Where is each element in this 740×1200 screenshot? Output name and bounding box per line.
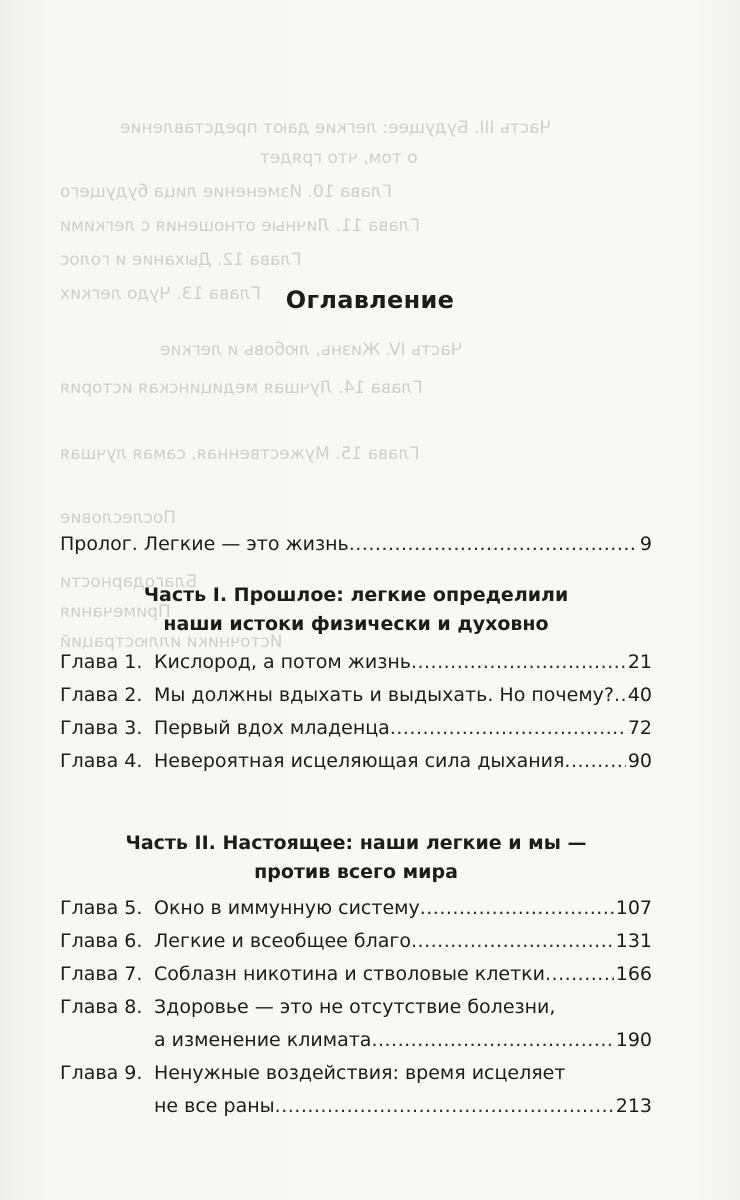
- show-through-line: Глава 15. Мужественная, самая лучшая: [60, 444, 420, 464]
- chapter-number: Глава 2.: [60, 684, 143, 706]
- toc-entry-chapter: [60, 745, 652, 778]
- show-through-line: Благодарности: [60, 572, 198, 592]
- chapter-title: Мы должны вдыхать и выдыхать. Но почему?: [154, 684, 614, 706]
- chapter-number: Глава 5.: [60, 897, 143, 919]
- chapter-number: Глава 9.: [60, 1062, 143, 1084]
- chapter-number: Глава 7.: [60, 963, 143, 985]
- show-through-line: Примечания: [60, 602, 171, 622]
- toc-entry-chapter: [60, 679, 652, 712]
- show-through-line: о том, что грядет: [260, 148, 418, 168]
- chapter-title-first-line: Здоровье — это не отсутствие болезни,: [154, 996, 556, 1018]
- chapter-page: 40: [627, 684, 652, 706]
- chapter-page: 190: [615, 1029, 652, 1051]
- part-title-line: наши истоки физически и духовно: [163, 613, 549, 635]
- toc-entry-chapter: [60, 991, 652, 1057]
- chapter-title: не все раны: [154, 1095, 275, 1117]
- show-through-line: Глава 13. Чудо легких: [60, 284, 261, 304]
- show-through-line: Послесловие: [60, 508, 176, 528]
- chapter-title: Первый вдох младенца: [154, 717, 390, 739]
- dot-leader: [275, 1090, 614, 1123]
- toc-entry-chapter: [60, 925, 652, 958]
- chapter-title: Окно в иммунную систему: [154, 897, 420, 919]
- dot-leader: [614, 679, 626, 712]
- chapter-number: Глава 3.: [60, 717, 143, 739]
- chapter-title: Легкие и всеобщее благо: [154, 930, 412, 952]
- chapter-title: Невероятная исцеляющая сила дыхания: [154, 750, 565, 772]
- toc-entry-prologue: [60, 528, 652, 561]
- toc-entry-chapter: [60, 892, 652, 925]
- chapter-title: Кислород, а потом жизнь: [154, 651, 411, 673]
- toc-entry-page: 9: [639, 533, 652, 555]
- show-through-line: Глава 11. Личные отношения с легкими: [60, 216, 421, 236]
- show-through-line: Часть IV. Жизнь, любовь и легкие: [160, 340, 463, 360]
- toc-entry-chapter: [60, 646, 652, 679]
- show-through-line: Глава 12. Дыхание и голос: [60, 250, 302, 270]
- part-heading: [60, 581, 652, 639]
- dot-leader: [349, 528, 638, 561]
- show-through-line: Часть III. Будущее: легкие дают представление: [120, 118, 552, 138]
- chapter-number: Глава 8.: [60, 996, 143, 1018]
- chapter-page: 107: [615, 897, 652, 919]
- part-heading: [60, 829, 652, 887]
- dot-leader: [564, 745, 625, 778]
- chapter-page: 21: [627, 651, 652, 673]
- part-title-line: Часть II. Настоящее: наши легкие и мы —: [125, 832, 587, 854]
- chapter-list: [60, 892, 652, 1123]
- dot-leader: [411, 925, 614, 958]
- chapter-page: 90: [627, 750, 652, 772]
- toc-entry-chapter: [60, 958, 652, 991]
- chapter-list: [60, 646, 652, 778]
- chapter-number: Глава 4.: [60, 750, 143, 772]
- show-through-line: Источники иллюстраций: [60, 632, 283, 652]
- chapter-page: 72: [627, 717, 652, 739]
- part-title-line: Часть I. Прошлое: легкие определили: [143, 584, 569, 606]
- chapter-page: 213: [615, 1095, 652, 1117]
- dot-leader: [420, 892, 614, 925]
- dot-leader: [545, 958, 614, 991]
- show-through-line: Глава 14. Лучшая медицинская история: [60, 378, 423, 398]
- chapter-page: 166: [615, 963, 652, 985]
- toc-entry-chapter: [60, 1057, 652, 1123]
- toc-entry-title: Пролог. Легкие — это жизнь: [60, 533, 349, 555]
- chapter-page: 131: [615, 930, 652, 952]
- chapter-title: а изменение климата: [154, 1029, 372, 1051]
- chapter-title: Соблазн никотина и стволовые клетки: [154, 963, 545, 985]
- chapter-title-first-line: Ненужные воздействия: время исцеляет: [154, 1062, 566, 1084]
- dot-leader: [371, 1024, 613, 1057]
- toc-entry-chapter: [60, 712, 652, 745]
- part-title-line: против всего мира: [254, 861, 458, 883]
- dot-leader: [411, 646, 626, 679]
- chapter-number: Глава 1.: [60, 651, 143, 673]
- chapter-number: Глава 6.: [60, 930, 143, 952]
- dot-leader: [390, 712, 626, 745]
- page-title: Оглавление: [285, 286, 455, 314]
- show-through-line: Глава 10. Изменение лица будущего: [60, 182, 393, 202]
